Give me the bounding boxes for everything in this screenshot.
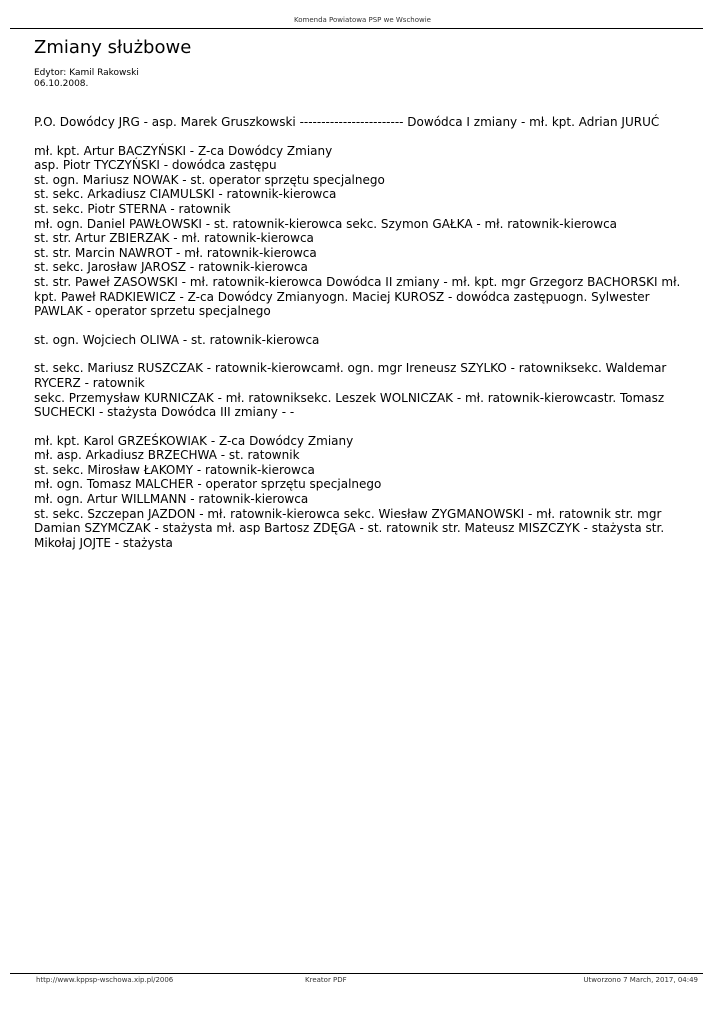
shift-1-list [34, 144, 694, 319]
document-meta [34, 68, 139, 90]
shift-3-list [34, 434, 694, 551]
list-item: mł. ogn. Tomasz MALCHER - operator sprzętu specjalnego [34, 477, 382, 492]
list-item: st. str. Paweł ZASOWSKI - mł. ratownik-kierowca Dowódca II zmiany - mł. kpt. mgr Grzegorz BACHORSKI mł. kpt. Paweł RADKIEWICZ - Z-ca Dowódcy Zmianyogn. Maciej KUROSZ - dowódca zastępuogn. Sylwester PAWLAK - operator sprzetu specjalnego [34, 274, 681, 319]
list-item: st. str. Artur ZBIERZAK - mł. ratownik-kierowca [34, 231, 314, 246]
list-item: st. sekc. Jarosław JAROSZ - ratownik-kierowca [34, 260, 308, 275]
list-item: st. sekc. Mirosław ŁAKOMY - ratownik-kierowca [34, 462, 315, 477]
page-footer [0, 976, 725, 986]
list-item: st. sekc. Arkadiusz CIAMULSKI - ratownik-kierowca [34, 187, 337, 202]
footer-divider [10, 973, 703, 974]
footer-creator: Kreator PDF [305, 976, 347, 984]
list-item: mł. ogn. Artur WILLMANN - ratownik-kierowca [34, 492, 309, 507]
date-line: 06.10.2008. [34, 79, 89, 89]
shift-2-list [34, 361, 694, 419]
list-item: asp. Piotr TYCZYŃSKI - dowódca zastępu [34, 158, 277, 173]
document-body [34, 115, 694, 550]
editor-line: Edytor: Kamil Rakowski [34, 68, 139, 78]
list-item: mł. kpt. Karol GRZEŚKOWIAK - Z-ca Dowódcy Zmiany [34, 433, 354, 448]
list-item: st. sekc. Szczepan JAZDON - mł. ratownik-kierowca sekc. Wiesław ZYGMANOWSKI - mł. ratownik str. mgr Damian SZYMCZAK - stażysta mł. asp Bartosz ZDĘGA - st. ratownik str. Mateusz MISZCZYK - stażysta str. Mikołaj JOJTE - stażysta [34, 506, 665, 550]
list-item: st. sekc. Mariusz RUSZCZAK - ratownik-kierowcamł. ogn. mgr Ireneusz SZYLKO - ratowniksekc. Waldemar RYCERZ - ratownik [34, 361, 667, 390]
list-item: mł. ogn. Daniel PAWŁOWSKI - st. ratownik-kierowca sekc. Szymon GAŁKA - mł. ratownik-kierowca [34, 216, 618, 231]
list-item: sekc. Przemysław KURNICZAK - mł. ratowniksekc. Leszek WOLNICZAK - mł. ratownik-kierowcastr. Tomasz SUCHECKI - stażysta Dowódca III zmiany - - [34, 390, 665, 420]
header-divider [10, 28, 703, 29]
footer-url[interactable]: http://www.kppsp-wschowa.xip.pl/2006 [36, 976, 174, 984]
page-header-title: Komenda Powiatowa PSP we Wschowie [293, 16, 431, 24]
list-item: mł. kpt. Artur BACZYŃSKI - Z-ca Dowódcy Zmiany [34, 143, 333, 158]
list-item: mł. asp. Arkadiusz BRZECHWA - st. ratownik [34, 448, 300, 463]
list-item: st. sekc. Piotr STERNA - ratownik [34, 201, 231, 216]
list-item: st. str. Marcin NAWROT - mł. ratownik-kierowca [34, 245, 317, 260]
footer-created-date: Utworzono 7 March, 2017, 04:49 [583, 976, 698, 984]
list-item: st. ogn. Mariusz NOWAK - st. operator sprzętu specjalnego [34, 172, 385, 187]
document-title: Zmiany służbowe [34, 37, 192, 58]
paragraph-oliwa: st. ogn. Wojciech OLIWA - st. ratownik-kierowca [34, 332, 320, 347]
paragraph-jrg-commander: P.O. Dowódcy JRG - asp. Marek Gruszkowski ------------------------ Dowódca I zmiany - mł. kpt. Adrian JURUĆ [34, 115, 660, 129]
